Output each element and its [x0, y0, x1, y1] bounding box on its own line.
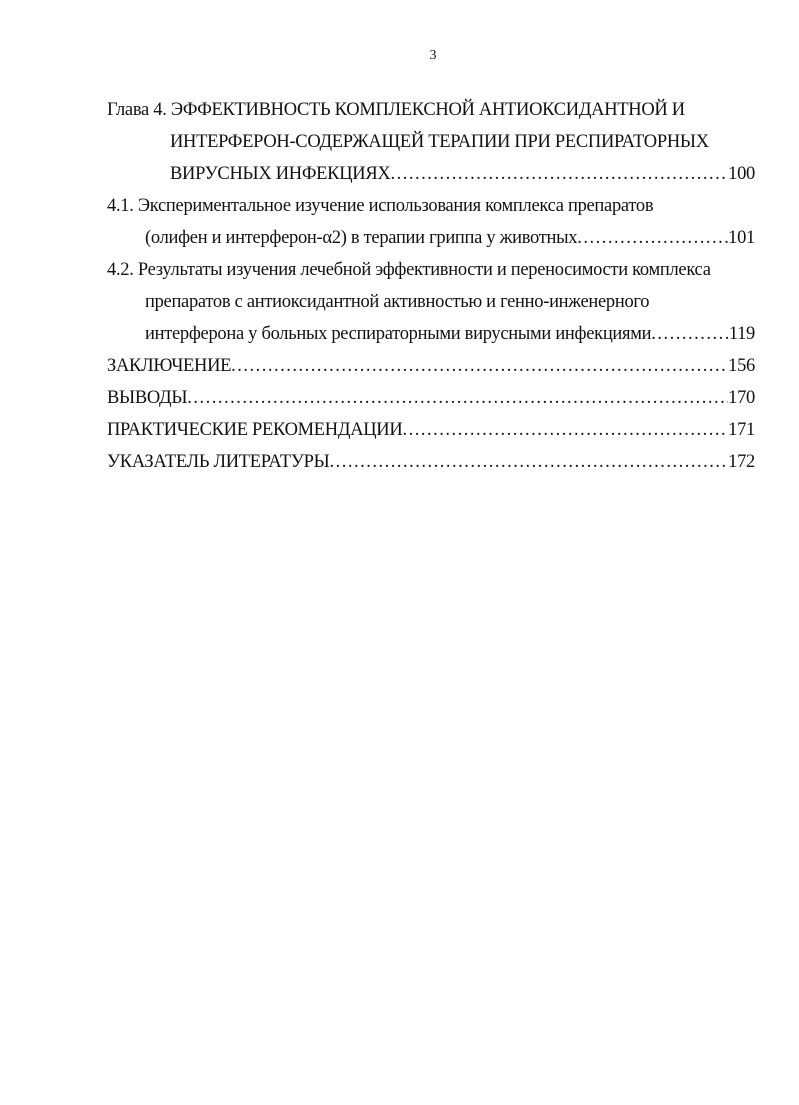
toc-entry-text: ИНТЕРФЕРОН-СОДЕРЖАЩЕЙ ТЕРАПИИ ПРИ РЕСПИРАТОРНЫХ: [170, 132, 709, 152]
dot-leader: [390, 158, 728, 190]
toc-page-number: 100: [728, 164, 755, 184]
toc-entry-conclusion: [107, 350, 755, 382]
dot-leader: [231, 350, 728, 382]
toc-entry-text: интерферона у больных респираторными вирусными инфекциями: [145, 324, 652, 344]
toc-entry-text: ВЫВОДЫ: [107, 388, 188, 408]
toc-entry-text: (олифен и интерферон-α2) в терапии гриппа у животных: [145, 228, 578, 248]
toc-page-number: 172: [728, 452, 755, 472]
toc-entry-chapter-4: [107, 94, 755, 190]
toc-entry-text: 4.1. Экспериментальное изучение использования комплекса препаратов: [107, 196, 654, 216]
toc-page-number: 170: [728, 388, 755, 408]
toc-entry-text: 4.2. Результаты изучения лечебной эффективности и переносимости комплекса: [107, 260, 711, 280]
toc-entry-recommendations: [107, 414, 755, 446]
dot-leader: [329, 446, 728, 478]
dot-leader: [651, 318, 729, 350]
toc-entry-text: Глава 4. ЭФФЕКТИВНОСТЬ КОМПЛЕКСНОЙ АНТИОКСИДАНТНОЙ И: [107, 100, 685, 120]
toc-entry-text: ПРАКТИЧЕСКИЕ РЕКОМЕНДАЦИИ: [107, 420, 403, 440]
toc-entry-findings: [107, 382, 755, 414]
page-number: 3: [429, 48, 437, 63]
table-of-contents: [107, 94, 755, 478]
toc-entry-section-4-1: [107, 190, 755, 254]
toc-page-number: 119: [728, 324, 755, 344]
toc-entry-text: УКАЗАТЕЛЬ ЛИТЕРАТУРЫ: [107, 452, 330, 472]
toc-entry-section-4-2: [107, 254, 755, 350]
toc-page-number: 101: [728, 228, 755, 248]
dot-leader: [577, 222, 728, 254]
toc-page-number: 171: [728, 420, 755, 440]
toc-entry-text: ВИРУСНЫХ ИНФЕКЦИЯХ: [170, 164, 391, 184]
toc-page-number: 156: [728, 356, 755, 376]
dot-leader: [187, 382, 728, 414]
dot-leader: [402, 414, 728, 446]
toc-entry-text: препаратов с антиоксидантной активностью и генно-инженерного: [145, 292, 650, 312]
toc-entry-references: [107, 446, 755, 478]
toc-entry-text: ЗАКЛЮЧЕНИЕ: [107, 356, 232, 376]
